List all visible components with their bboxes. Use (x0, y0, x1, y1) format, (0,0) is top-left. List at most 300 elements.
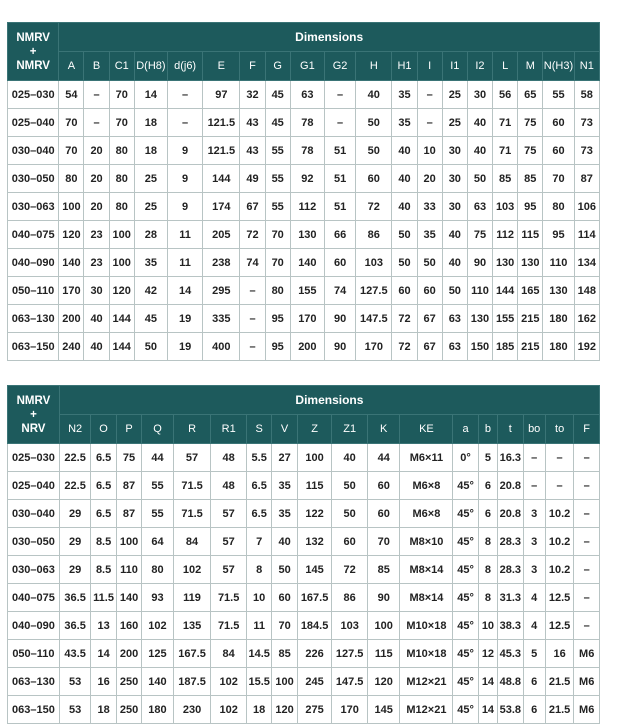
table-cell: 53 (59, 668, 91, 696)
table-cell: 28.3 (498, 528, 523, 556)
table-cell: 150 (467, 333, 492, 361)
table-cell: 55 (142, 500, 174, 528)
table-row (8, 277, 600, 305)
table-cell: – (168, 81, 203, 109)
size-cell: 040–075 (8, 221, 59, 249)
table-cell: 15.5 (246, 668, 271, 696)
table-cell: 132 (297, 528, 332, 556)
table-cell: 6.5 (91, 500, 116, 528)
table-cell: 31.3 (498, 584, 523, 612)
table-cell: 71 (493, 137, 518, 165)
table-cell: 45° (453, 584, 478, 612)
table-cell: 11.5 (91, 584, 116, 612)
table-cell: 130 (518, 249, 543, 277)
table-cell: 144 (493, 277, 518, 305)
table-cell: 40 (392, 137, 417, 165)
table-cell: M12×21 (400, 696, 453, 724)
table-cell: 95 (518, 193, 543, 221)
table-cell: 85 (272, 640, 297, 668)
table-cell: 180 (142, 696, 174, 724)
table-cell: 36.5 (59, 612, 91, 640)
table-cell: 40 (467, 109, 492, 137)
table-row (8, 528, 600, 556)
table-cell: 127.5 (356, 277, 392, 305)
table-cell: 78 (290, 109, 324, 137)
table-cell: 29 (59, 556, 91, 584)
size-cell: 030–063 (8, 193, 59, 221)
column-header: D(H8) (134, 52, 167, 81)
table-cell: 12.5 (545, 612, 573, 640)
table-cell: 45 (134, 305, 167, 333)
column-header: P (116, 415, 141, 444)
column-header: I1 (442, 52, 467, 81)
table-cell: 121.5 (203, 137, 240, 165)
column-header: Q (142, 415, 174, 444)
table-cell: 25 (442, 81, 467, 109)
table-cell: 6.5 (91, 444, 116, 472)
table-cell: 230 (173, 696, 211, 724)
column-header: N1 (574, 52, 599, 81)
table-cell: 45.3 (498, 640, 523, 668)
table-cell: 103 (493, 193, 518, 221)
table-cell: 40 (392, 193, 417, 221)
table-cell: 240 (59, 333, 84, 361)
table-cell: 63 (467, 193, 492, 221)
table-cell: 167.5 (297, 584, 332, 612)
table-cell: 54 (59, 81, 84, 109)
dimensions-table-nmrv-nrv (7, 385, 600, 724)
table-cell: 18 (134, 137, 167, 165)
table-cell: 6.5 (246, 472, 271, 500)
table-cell: 60 (392, 277, 417, 305)
table-cell: 147.5 (356, 305, 392, 333)
table-cell: 73 (574, 109, 599, 137)
table-cell: 50 (272, 556, 297, 584)
table-cell: M8×14 (400, 556, 453, 584)
table-cell: 19 (168, 305, 203, 333)
table-cell: 13 (91, 612, 116, 640)
size-cell: 063–130 (8, 305, 59, 333)
table-row (8, 584, 600, 612)
table-cell: 140 (290, 249, 324, 277)
table-cell: – (545, 472, 573, 500)
table-cell: 100 (116, 528, 141, 556)
model-line-1: NMRV (16, 394, 51, 407)
table-cell: 170 (356, 333, 392, 361)
table-cell: 10 (417, 137, 442, 165)
table-cell: 10.2 (545, 528, 573, 556)
table-cell: 8.5 (91, 556, 116, 584)
table-cell: 4 (523, 612, 545, 640)
table-cell: 70 (543, 165, 574, 193)
table-cell: 155 (290, 277, 324, 305)
table-cell: M6 (574, 668, 600, 696)
table-cell: 50 (417, 249, 442, 277)
table-cell: 70 (265, 249, 290, 277)
column-header: K (367, 415, 400, 444)
table-cell: 16 (91, 668, 116, 696)
table-cell: 174 (203, 193, 240, 221)
table-cell: 100 (367, 612, 400, 640)
table-cell: 86 (356, 221, 392, 249)
table-cell: 238 (203, 249, 240, 277)
table-cell: 51 (324, 165, 355, 193)
table-cell: 10.2 (545, 556, 573, 584)
size-cell: 040–090 (8, 612, 60, 640)
table-cell: 55 (142, 472, 174, 500)
table-cell: 43 (240, 137, 265, 165)
table-cell: 95 (265, 305, 290, 333)
model-header (8, 23, 59, 81)
table-cell: 50 (134, 333, 167, 361)
table-cell: 57 (211, 556, 247, 584)
column-header: H1 (392, 52, 417, 81)
table-cell: 110 (543, 249, 574, 277)
table-cell: 245 (297, 668, 332, 696)
table-cell: 29 (59, 528, 91, 556)
table-cell: 3 (523, 556, 545, 584)
table-cell: 130 (493, 249, 518, 277)
table-cell: 200 (290, 333, 324, 361)
table-cell: 67 (240, 193, 265, 221)
table-cell: 72 (240, 221, 265, 249)
table-cell: 250 (116, 668, 141, 696)
table-cell: 53 (59, 696, 91, 724)
table-cell: 51 (324, 193, 355, 221)
table-cell: 38.3 (498, 612, 523, 640)
table-cell: 112 (493, 221, 518, 249)
table-cell: 130 (467, 305, 492, 333)
table-cell: 40 (332, 444, 368, 472)
table-cell: 226 (297, 640, 332, 668)
table-cell: 162 (574, 305, 599, 333)
table-cell: 11 (168, 221, 203, 249)
table-cell: – (523, 472, 545, 500)
table-cell: 10 (246, 584, 271, 612)
table-cell: 55 (265, 165, 290, 193)
table-cell: – (168, 109, 203, 137)
table-cell: 147.5 (332, 668, 368, 696)
table-cell: 14 (478, 696, 497, 724)
table-cell: 192 (574, 333, 599, 361)
column-header: M (518, 52, 543, 81)
table-cell: 6 (478, 500, 497, 528)
table-cell: M6×8 (400, 472, 453, 500)
dimensions-table-nmrv-nmrv (7, 22, 600, 361)
column-header: t (498, 415, 523, 444)
column-header: I2 (467, 52, 492, 81)
table-cell: 80 (142, 556, 174, 584)
table-cell: 8 (478, 528, 497, 556)
size-cell: 025–040 (8, 109, 59, 137)
table-cell: 25 (442, 109, 467, 137)
table-cell: 74 (324, 277, 355, 305)
table-cell: 90 (324, 305, 355, 333)
table-cell: 115 (367, 640, 400, 668)
table-cell: 170 (59, 277, 84, 305)
table-cell: 40 (84, 305, 109, 333)
table-cell: 200 (116, 640, 141, 668)
table-cell: 45° (453, 696, 478, 724)
table-cell: 95 (543, 221, 574, 249)
table-cell: 8 (246, 556, 271, 584)
table-cell: 20.8 (498, 472, 523, 500)
model-line-1: NMRV (16, 31, 50, 44)
table-cell: 30 (442, 137, 467, 165)
table-cell: 67 (417, 333, 442, 361)
size-cell: 050–110 (8, 640, 60, 668)
table-cell: 400 (203, 333, 240, 361)
table-cell: 145 (297, 556, 332, 584)
table-cell: 115 (297, 472, 332, 500)
table-cell: 95 (265, 333, 290, 361)
table-cell: 75 (467, 221, 492, 249)
table-row (8, 333, 600, 361)
size-cell: 025–030 (8, 81, 59, 109)
table-cell: 200 (59, 305, 84, 333)
model-header (8, 386, 60, 444)
table-cell: 57 (211, 500, 247, 528)
table-cell: 18 (91, 696, 116, 724)
table-cell: 40 (84, 333, 109, 361)
table-cell: 50 (332, 472, 368, 500)
table-cell: 9 (168, 165, 203, 193)
table-cell: 72 (392, 333, 417, 361)
table-cell: – (574, 612, 600, 640)
column-header: F (240, 52, 265, 81)
table-cell: 145 (367, 696, 400, 724)
size-cell: 030–063 (8, 556, 60, 584)
table-cell: 60 (324, 249, 355, 277)
table-cell: 33 (417, 193, 442, 221)
table-cell: 335 (203, 305, 240, 333)
table-cell: 120 (59, 221, 84, 249)
column-header: N(H3) (543, 52, 574, 81)
size-cell: 030–040 (8, 137, 59, 165)
column-header: F (574, 415, 600, 444)
table-cell: 250 (116, 696, 141, 724)
table-cell: 80 (109, 193, 134, 221)
table-cell: 6.5 (91, 472, 116, 500)
column-header: Z1 (332, 415, 368, 444)
table-cell: 55 (265, 193, 290, 221)
table-cell: 144 (203, 165, 240, 193)
table-cell: 35 (392, 81, 417, 109)
table-cell: 21.5 (545, 668, 573, 696)
table-cell: 40 (442, 249, 467, 277)
table-cell: 45° (453, 528, 478, 556)
column-header: Z (297, 415, 332, 444)
table-cell: 60 (367, 472, 400, 500)
table-cell: 8 (478, 556, 497, 584)
table-cell: 22.5 (59, 472, 91, 500)
table-cell: 85 (367, 556, 400, 584)
table-cell: 71 (493, 109, 518, 137)
table-cell: 135 (173, 612, 211, 640)
table-cell: – (417, 109, 442, 137)
table-row (8, 668, 600, 696)
table-cell: 40 (356, 81, 392, 109)
table-row (8, 81, 600, 109)
table-cell: 21.5 (545, 696, 573, 724)
table-cell: 100 (109, 221, 134, 249)
table-cell: 6 (523, 696, 545, 724)
table-cell: 72 (332, 556, 368, 584)
column-header: A (59, 52, 84, 81)
column-header: L (493, 52, 518, 81)
table-cell: 14 (91, 640, 116, 668)
table-cell: 80 (109, 137, 134, 165)
table-cell: 60 (543, 137, 574, 165)
size-cell: 040–090 (8, 249, 59, 277)
table-cell: 110 (467, 277, 492, 305)
table-cell: 167.5 (173, 640, 211, 668)
table-cell: 35 (392, 109, 417, 137)
table-cell: 74 (240, 249, 265, 277)
table-cell: 70 (272, 612, 297, 640)
table-cell: 49 (240, 165, 265, 193)
table-cell: M6×8 (400, 500, 453, 528)
table-cell: 45° (453, 668, 478, 696)
table-cell: M6 (574, 640, 600, 668)
table-cell: 28 (134, 221, 167, 249)
table-cell: 119 (173, 584, 211, 612)
table-cell: 114 (574, 221, 599, 249)
model-line-3: NRV (21, 422, 46, 435)
table-cell: 48 (211, 472, 247, 500)
table-cell: 120 (109, 277, 134, 305)
table-row (8, 556, 600, 584)
size-cell: 063–130 (8, 668, 60, 696)
table-cell: 22.5 (59, 444, 91, 472)
table-cell: 20.8 (498, 500, 523, 528)
table-cell: 45 (265, 81, 290, 109)
column-header: R (173, 415, 211, 444)
table-cell: M8×14 (400, 584, 453, 612)
table-cell: 48 (211, 444, 247, 472)
table-cell: – (574, 472, 600, 500)
table-cell: 25 (134, 165, 167, 193)
table-cell: 20 (84, 193, 109, 221)
table-cell: 20 (417, 165, 442, 193)
table-cell: 125 (142, 640, 174, 668)
table-row (8, 193, 600, 221)
table-cell: 48.8 (498, 668, 523, 696)
table-cell: 14 (134, 81, 167, 109)
table-cell: 80 (265, 277, 290, 305)
table-cell: 170 (332, 696, 368, 724)
table-cell: 44 (367, 444, 400, 472)
table-cell: 70 (367, 528, 400, 556)
table-cell: M10×18 (400, 640, 453, 668)
table-cell: M6×11 (400, 444, 453, 472)
table-cell: 100 (297, 444, 332, 472)
table-cell: 30 (442, 193, 467, 221)
table-cell: 50 (467, 165, 492, 193)
table-cell: 106 (574, 193, 599, 221)
table-cell: M6 (574, 696, 600, 724)
table-cell: M12×21 (400, 668, 453, 696)
column-header: V (272, 415, 297, 444)
table-cell: 32 (240, 81, 265, 109)
table-cell: 45 (265, 109, 290, 137)
table-row (8, 472, 600, 500)
table-cell: 16.3 (498, 444, 523, 472)
table-cell: – (574, 500, 600, 528)
table-row (8, 249, 600, 277)
table-cell: 60 (356, 165, 392, 193)
table-cell: 80 (543, 193, 574, 221)
column-header: I (417, 52, 442, 81)
table-cell: 115 (518, 221, 543, 249)
table-cell: 50 (332, 500, 368, 528)
table-row (8, 109, 600, 137)
table-cell: 18 (246, 696, 271, 724)
table-cell: 50 (442, 277, 467, 305)
table-cell: 14 (168, 277, 203, 305)
table-cell: 55 (265, 137, 290, 165)
column-header: N2 (59, 415, 91, 444)
table-cell: 8 (478, 584, 497, 612)
table-cell: 84 (173, 528, 211, 556)
table-cell: 155 (493, 305, 518, 333)
table-cell: 60 (543, 109, 574, 137)
table-row (8, 612, 600, 640)
table-row (8, 444, 600, 472)
size-cell: 063–150 (8, 696, 60, 724)
table-cell: 185 (493, 333, 518, 361)
table-cell: 63 (442, 305, 467, 333)
table-cell: 40 (272, 528, 297, 556)
table-cell: 120 (367, 668, 400, 696)
table-cell: 70 (109, 81, 134, 109)
table-cell: 67 (417, 305, 442, 333)
table-cell: 42 (134, 277, 167, 305)
table-cell: 50 (356, 109, 392, 137)
table-cell: 9 (168, 137, 203, 165)
table-cell: 60 (272, 584, 297, 612)
table-cell: 112 (290, 193, 324, 221)
table-cell: – (574, 444, 600, 472)
table-cell: 102 (142, 612, 174, 640)
table-cell: 93 (142, 584, 174, 612)
table-cell: 215 (518, 305, 543, 333)
table-cell: 7 (246, 528, 271, 556)
table-cell: 85 (493, 165, 518, 193)
table-cell: M10×18 (400, 612, 453, 640)
table-cell: 6 (478, 472, 497, 500)
table-cell: 43 (240, 109, 265, 137)
table-cell: 51 (324, 137, 355, 165)
table-cell: 20 (84, 165, 109, 193)
table-cell: 71.5 (211, 612, 247, 640)
table-cell: 3 (523, 528, 545, 556)
table-cell: 134 (574, 249, 599, 277)
table-row (8, 305, 600, 333)
table-cell: 11 (168, 249, 203, 277)
table-cell: 40 (467, 137, 492, 165)
column-header: H (356, 52, 392, 81)
table-cell: 35 (417, 221, 442, 249)
table-cell: 57 (211, 528, 247, 556)
table-cell: 71.5 (173, 500, 211, 528)
table-cell: 11 (246, 612, 271, 640)
table-cell: 44 (142, 444, 174, 472)
table-cell: 144 (109, 333, 134, 361)
table-cell: 90 (367, 584, 400, 612)
table-cell: 63 (290, 81, 324, 109)
column-header: bo (523, 415, 545, 444)
